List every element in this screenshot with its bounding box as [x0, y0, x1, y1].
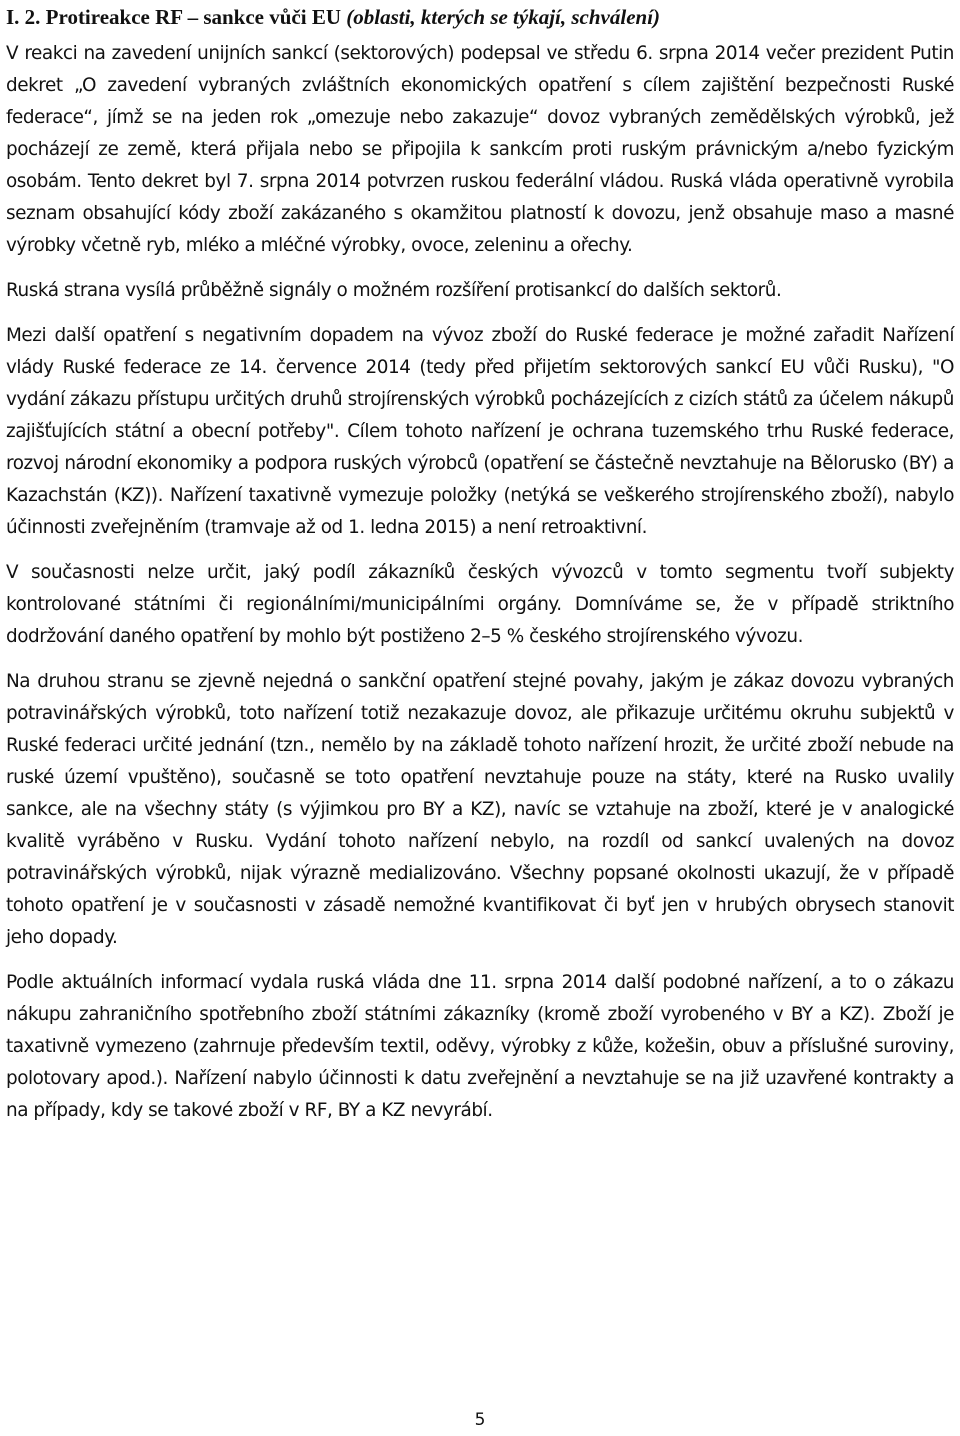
- section-heading: [6, 2, 954, 32]
- section-heading-main: I. 2. Protireakce RF – sankce vůči EU: [6, 5, 347, 29]
- paragraph-consumer-goods: Podle aktuálních informací vydala ruská vláda dne 11. srpna 2014 další podobné nařízení, a to o zákazu nákupu zahraničního spotřebního zboží státními zákazníky (kromě zboží vyrobeného v BY a KZ). Zboží je taxativně vymezeno (zahrnuje především textil, oděvy, výrobky z kůže, kožešin, obuv a příslušné suroviny, polotovary apod.). Nařízení nabylo účinnosti k datu zveřejnění a nevztahuje se na již uzavřené kontrakty a na případy, kdy se takové zboží v RF, BY a KZ nevyrábí.: [6, 972, 954, 1121]
- section-heading-subtitle: (oblasti, kterých se týkají, schválení): [346, 5, 661, 29]
- paragraph-sanction-nature: Na druhou stranu se zjevně nejedná o sankční opatření stejné povahy, jakým je zákaz dovozu vybraných potravinářských výrobků, toto nařízení totiž nezakazuje dovoz, ale přikazuje určitému okruhu subjektů v Ruské federaci určité jednání (tzn., nemělo by na základě tohoto nařízení hrozit, že určité zboží nebude na ruské území vpuštěno), současně se toto opatření nevztahuje pouze na státy, které na Rusko uvalily sankce, ale na všechny státy (s výjimkou pro BY a KZ), navíc se vztahuje na zboží, které je v analogické kvalitě vyráběno v Rusku. Vydání tohoto nařízení nebylo, na rozdíl od sankcí uvalených na dovoz potravinářských výrobků, nijak výrazně medializováno. Všechny popsané okolnosti ukazují, že v případě tohoto opatření je v současnosti v zásadě nemožné kvantifikovat či byť jen v hrubých obrysech stanovit jeho dopady.: [6, 671, 954, 948]
- page-number: 5: [474, 1410, 486, 1430]
- paragraph-current-impact: V současnosti nelze určit, jaký podíl zákazníků českých vývozců v tomto segmentu tvoří subjekty kontrolované státními či regionálními/municipálními orgány. Domníváme se, že v případě striktního dodržování daného opatření by mohlo být postiženo 2–5 % českého strojírenského vývozu.: [6, 562, 954, 647]
- document-page: [6, 0, 954, 1140]
- paragraph-putin-decree: V reakci na zavedení unijních sankcí (sektorových) podepsal ve středu 6. srpna 2014 večer prezident Putin dekret „O zavedení vybraných zvláštních ekonomických opatření s cílem zajištění bezpečnosti Ruské federace“, jímž se na jeden rok „omezuje nebo zakazuje“ dovoz vybraných zemědělských výrobků, jež pocházejí ze země, která přijala nebo se připojila k sankcím proti ruským právnickým a/nebo fyzickým osobám. Tento dekret byl 7. srpna 2014 potvrzen ruskou federální vládou. Ruská vláda operativně vyrobila seznam obsahující kódy zboží zakázaného s okamžitou platností k dovozu, jenž obsahuje maso a masné výrobky včetně ryb, mléko a mléčné výrobky, ovoce, zeleninu a ořechy.: [6, 43, 954, 256]
- paragraph-signals: Ruská strana vysílá průběžně signály o možném rozšíření protisankcí do dalších sektorů.: [6, 280, 782, 301]
- paragraph-government-regulation: Mezi další opatření s negativním dopadem na vývoz zboží do Ruské federace je možné zařadit Nařízení vlády Ruské federace ze 14. července 2014 (tedy před přijetím sektorových sankcí EU vůči Rusku), "O vydání zákazu přístupu určitých druhů strojírenských výrobků pocházejících z cizích států za účelem nákupů zajišťujících státní a obecní potřeby". Cílem tohoto nařízení je ochrana tuzemského trhu Ruské federace, rozvoj národní ekonomiky a podpora ruských výrobců (opatření se částečně nevztahuje na Bělorusko (BY) a Kazachstán (KZ)). Nařízení taxativně vymezuje položky (netýká se veškerého strojírenského zboží), nabylo účinnosti zveřejněním (tramvaje až od 1. ledna 2015) a není retroaktivní.: [6, 325, 954, 538]
